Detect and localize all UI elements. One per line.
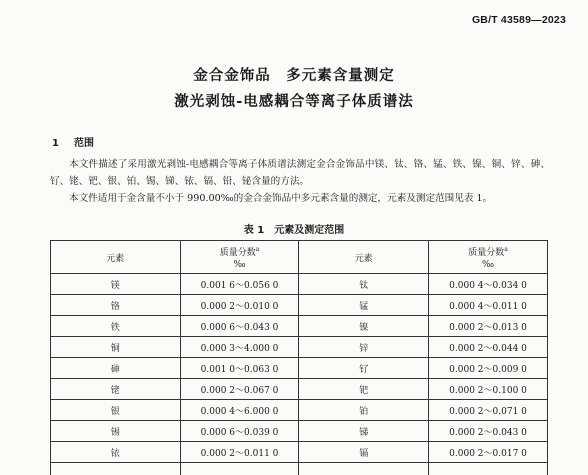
header-footnote-mark: a — [504, 246, 508, 253]
document-title-line-1: 金合金饰品 多元素含量测定 — [0, 64, 588, 85]
element-cell: 钯 — [299, 379, 429, 400]
header-mass-fraction-label: 质量分数 — [220, 248, 256, 258]
table-row — [51, 316, 548, 337]
section-number: 1 — [52, 138, 74, 149]
range-cell: 0.000 6～0.039 0 — [180, 421, 299, 442]
header-mass-fraction — [180, 241, 299, 274]
header-footnote-mark: a — [256, 246, 260, 253]
element-range-table — [50, 240, 548, 475]
range-cell: 0.000 2～0.011 0 — [180, 442, 299, 463]
element-cell: 银 — [51, 400, 181, 421]
header-mass-fraction-label: 质量分数 — [468, 248, 504, 258]
element-cell: 铱 — [51, 442, 181, 463]
range-cell: 0.000 2～0.071 0 — [429, 400, 548, 421]
range-cell: 0.000 4～0.011 0 — [429, 295, 548, 316]
element-cell: 镍 — [299, 316, 429, 337]
range-cell: 0.001 6～0.056 0 — [180, 274, 299, 295]
element-cell: 锑 — [299, 421, 429, 442]
table-header-row — [51, 241, 548, 274]
table-caption-number: 表 1 — [244, 225, 264, 236]
range-cell: 0.000 4～0.034 0 — [429, 274, 548, 295]
element-cell: 砷 — [51, 358, 181, 379]
scope-paragraph-2: 本文件适用于金含量不小于 990.00‰的金合金饰品中多元素含量的测定，元素及测定范围见表 1。 — [50, 190, 550, 207]
header-mass-fraction — [429, 241, 548, 274]
range-cell: 0.000 2～0.013 0 — [429, 316, 548, 337]
range-cell: 0.000 2～0.017 0 — [429, 442, 548, 463]
range-cell: 0.000 2～0.044 0 — [429, 337, 548, 358]
document-title-line-2: 激光剥蚀-电感耦合等离子体质谱法 — [0, 90, 588, 111]
table-caption — [0, 221, 588, 236]
table-row — [51, 421, 548, 442]
element-cell: 镉 — [299, 442, 429, 463]
section-heading — [52, 134, 94, 149]
element-cell: 锡 — [51, 421, 181, 442]
element-cell: 钌 — [299, 358, 429, 379]
range-cell: 0.000 2～0.100 0 — [429, 379, 548, 400]
element-cell: 铑 — [51, 379, 181, 400]
table-row — [51, 295, 548, 316]
element-cell: 锌 — [299, 337, 429, 358]
empty-cell — [299, 463, 429, 475]
table-row — [51, 337, 548, 358]
range-cell: 0.000 2～0.010 0 — [180, 295, 299, 316]
table-row — [51, 274, 548, 295]
header-unit: ‰ — [233, 260, 245, 270]
range-cell: 0.000 2～0.009 0 — [429, 358, 548, 379]
empty-cell — [429, 463, 548, 475]
table-row-cut-off — [51, 463, 548, 475]
element-cell: 镁 — [51, 274, 181, 295]
range-cell: 0.000 2～0.067 0 — [180, 379, 299, 400]
table-row — [51, 400, 548, 421]
header-unit: ‰ — [482, 260, 494, 270]
element-cell: 铜 — [51, 337, 181, 358]
table-row — [51, 442, 548, 463]
section-title: 范围 — [74, 138, 94, 149]
empty-cell — [51, 463, 181, 475]
element-cell: 锰 — [299, 295, 429, 316]
header-element: 元素 — [299, 241, 429, 274]
range-cell: 0.000 4～6.000 0 — [180, 400, 299, 421]
scope-paragraph-1: 本文件描述了采用激光剥蚀-电感耦合等离子体质谱法测定金合金饰品中镁、钛、铬、锰、铁、镍、铜、锌、砷、钌、铑、钯、银、铂、锡、锑、铱、镉、铅、铋含量的方法。 — [50, 156, 550, 190]
range-cell: 0.000 3～4.000 0 — [180, 337, 299, 358]
standard-code: GB/T 43589—2023 — [472, 14, 566, 26]
range-cell: 0.001 0～0.063 0 — [180, 358, 299, 379]
header-element: 元素 — [51, 241, 181, 274]
table-caption-text: 元素及测定范围 — [274, 225, 344, 236]
range-cell: 0.000 2～0.043 0 — [429, 421, 548, 442]
element-cell: 铂 — [299, 400, 429, 421]
element-cell: 铬 — [51, 295, 181, 316]
table-row — [51, 358, 548, 379]
range-cell: 0.000 6～0.043 0 — [180, 316, 299, 337]
empty-cell — [180, 463, 299, 475]
table-row — [51, 379, 548, 400]
element-cell: 铁 — [51, 316, 181, 337]
element-cell: 钛 — [299, 274, 429, 295]
